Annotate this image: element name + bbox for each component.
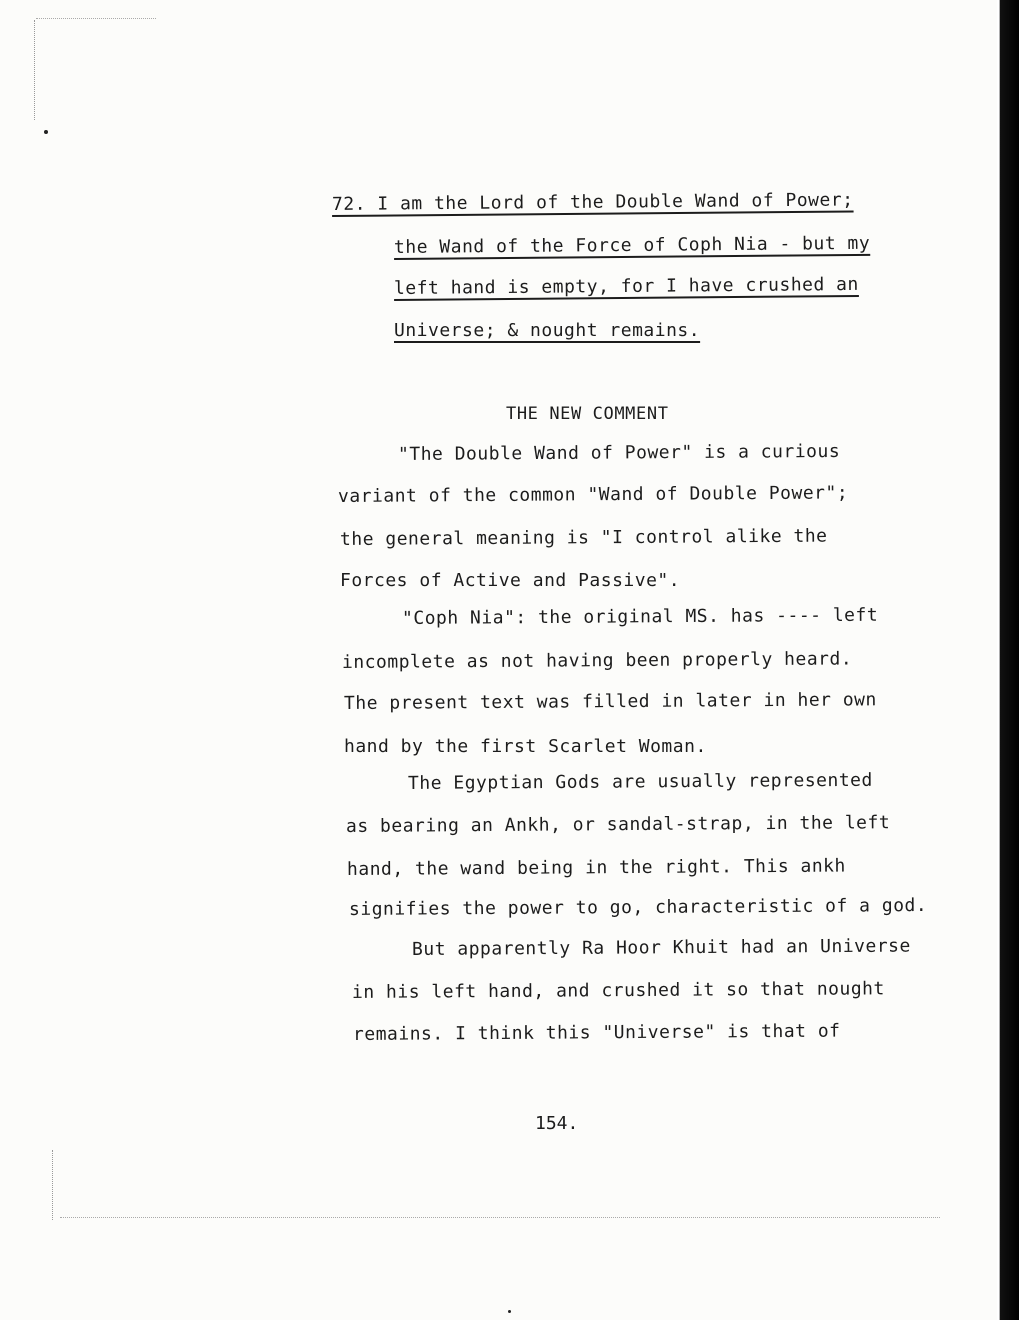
comment-line: "Coph Nia": the original MS. has ---- left <box>401 604 879 629</box>
comment-line: the general meaning is "I control alike the <box>339 525 828 550</box>
comment-line: The Egyptian Gods are usually represented <box>407 769 873 794</box>
scan-mark <box>60 1217 940 1218</box>
comment-line: But apparently Ra Hoor Khuit had an Universe <box>411 935 911 960</box>
comment-line: variant of the common "Wand of Double Power"; <box>337 482 849 507</box>
scan-mark <box>52 1150 53 1220</box>
comment-line: as bearing an Ankh, or sandal-strap, in the left <box>345 812 891 837</box>
verse-line: Universe; & nought remains. <box>394 320 701 341</box>
verse-line: 72. I am the Lord of the Double Wand of Power; <box>331 189 854 215</box>
scan-mark <box>34 20 35 120</box>
verse-line: the Wand of the Force of Coph Nia - but my <box>393 232 871 258</box>
scan-speck <box>508 1310 511 1313</box>
comment-heading: THE NEW COMMENT <box>506 404 669 424</box>
comment-line: hand by the first Scarlet Woman. <box>344 736 707 757</box>
comment-line: signifies the power to go, characteristic of a god. <box>348 894 928 920</box>
comment-line: in his left hand, and crushed it so that nought <box>351 978 885 1003</box>
comment-line: incomplete as not having been properly heard. <box>341 648 853 673</box>
scan-edge <box>997 0 1019 1320</box>
comment-line: The present text was filled in later in her own <box>343 689 877 714</box>
comment-line: "The Double Wand of Power" is a curious <box>397 440 841 465</box>
page-number: 154. <box>535 1113 579 1134</box>
comment-line: remains. I think this "Universe" is that of <box>352 1020 841 1045</box>
scan-mark <box>36 18 156 19</box>
scan-speck <box>44 130 48 134</box>
comment-line: hand, the wand being in the right. This ankh <box>346 855 846 880</box>
verse-line: left hand is empty, for I have crushed an <box>393 273 859 299</box>
comment-line: Forces of Active and Passive". <box>340 570 681 591</box>
